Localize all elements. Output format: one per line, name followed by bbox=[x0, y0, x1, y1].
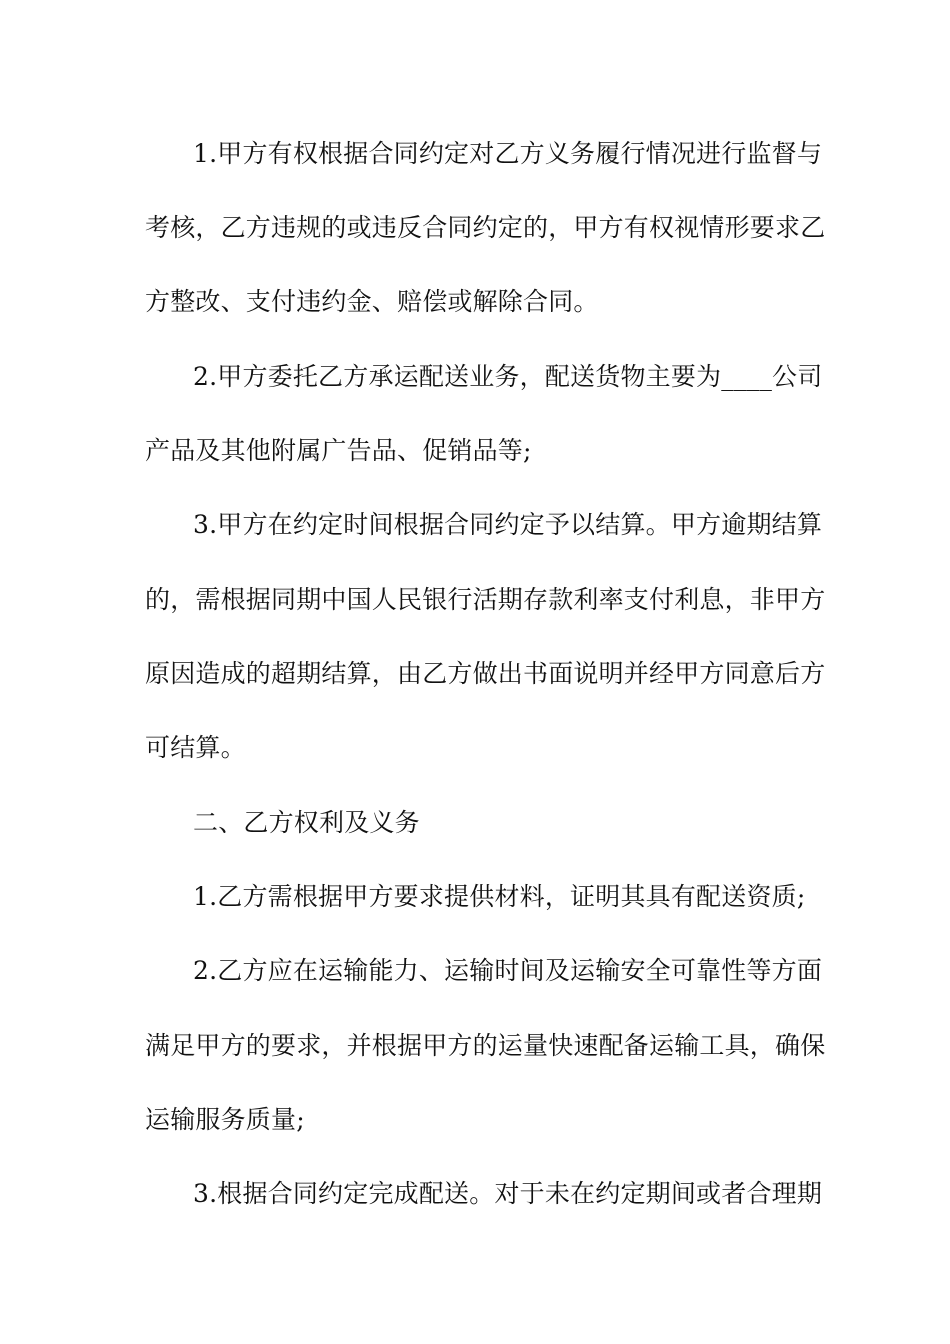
text-line-7: 的，需根据同期中国人民银行活期存款利率支付利息，非甲方 bbox=[145, 585, 826, 614]
text-line-1: 1.甲方有权根据合同约定对乙方义务履行情况进行监督与 bbox=[193, 139, 823, 168]
text-line-2: 考核，乙方违规的或违反合同约定的，甲方有权视情形要求乙 bbox=[145, 213, 826, 242]
text-line-11: 1.乙方需根据甲方要求提供材料，证明其具有配送资质; bbox=[193, 882, 806, 911]
text-line-4: 2.甲方委托乙方承运配送业务，配送货物主要为____公司 bbox=[193, 362, 823, 391]
text-line-6: 3.甲方在约定时间根据合同约定予以结算。甲方逾期结算 bbox=[193, 510, 823, 539]
text-line-8: 原因造成的超期结算，由乙方做出书面说明并经甲方同意后方 bbox=[145, 659, 826, 688]
text-line-3: 方整改、支付违约金、赔偿或解除合同。 bbox=[145, 287, 599, 316]
text-line-15: 3.根据合同约定完成配送。对于未在约定期间或者合理期 bbox=[193, 1179, 823, 1208]
text-line-13: 满足甲方的要求，并根据甲方的运量快速配备运输工具，确保 bbox=[145, 1031, 826, 1060]
text-line-9: 可结算。 bbox=[145, 733, 246, 762]
section-heading: 二、乙方权利及义务 bbox=[193, 808, 420, 837]
text-line-14: 运输服务质量; bbox=[145, 1105, 305, 1134]
text-line-5: 产品及其他附属广告品、促销品等; bbox=[145, 436, 532, 465]
text-line-12: 2.乙方应在运输能力、运输时间及运输安全可靠性等方面 bbox=[193, 956, 823, 985]
